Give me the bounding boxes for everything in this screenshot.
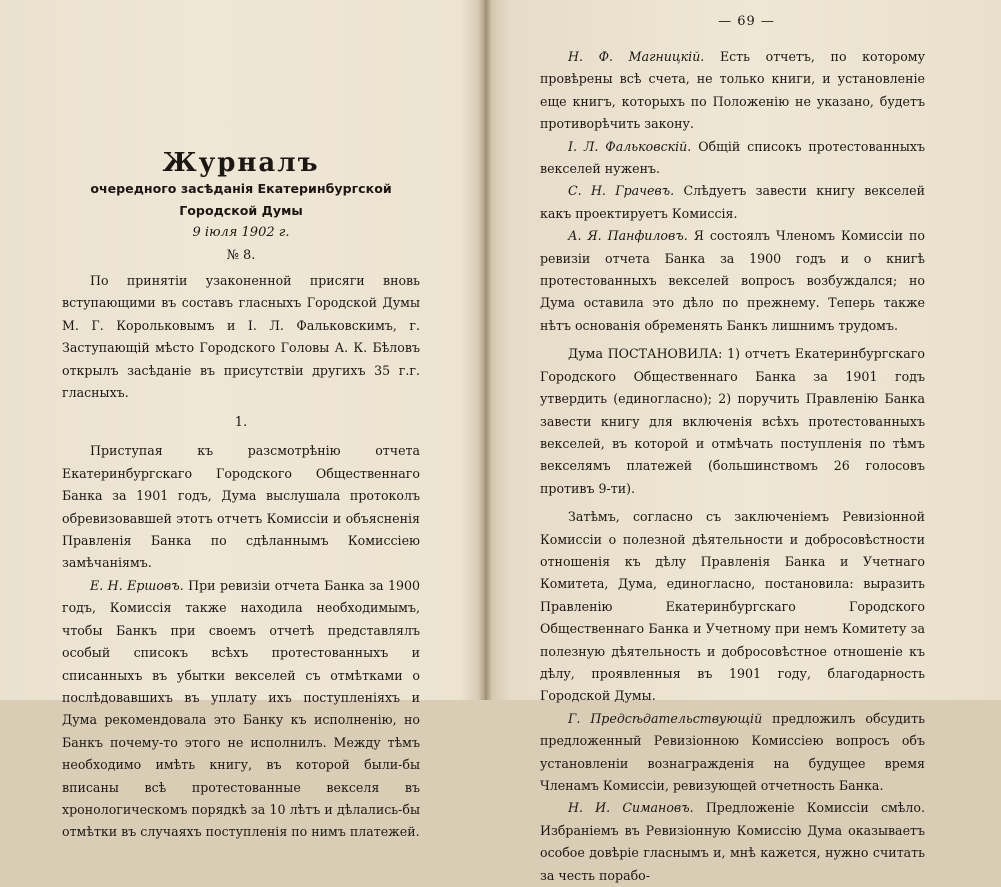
speech-text: предложилъ обсудить предложенный Ревизіонною Комиссіею вопросъ объ установленіи вознагражденія на будущее время Членамъ Комиссіи, ревизующей отчетность Банка. [540,710,925,793]
simanov-paragraph [540,797,925,887]
speech-text: Слѣдуетъ завести книгу векселей какъ проектируетъ Комиссія. [540,183,925,221]
speech-text: При ревизіи отчета Банка за 1900 годъ, Комиссія также находила необходимымъ, чтобы Банкъ при своемъ отчетѣ представлялъ особый списокъ всѣхъ протестованныхъ и списанныхъ въ убытки векселей съ отмѣтками о послѣдовавшихъ въ уплату ихъ поступленіяхъ и Дума рекомендовала это Банку къ исполненію, но Банкъ почему-то этого не исполнилъ. Между тѣмъ необходимо имѣть книгу, въ которой были-бы вписаны всѣ протестованные векселя въ хронологическомъ порядкѣ за 10 лѣтъ и дѣлались-бы отмѣтки въ случаяхъ поступленія по нимъ платежей. [62,577,420,840]
panfilov-paragraph [540,225,925,337]
ershov-paragraph [62,575,420,844]
chairman-paragraph [540,708,925,798]
speech-text: Я состоялъ Членомъ Комиссіи по ревизіи отчета Банка за 1900 годъ и о книгѣ протестованныхъ векселей вопросъ возбуждался; но Дума оставила это дѣло по прежнему. Теперь также нѣтъ основанія обременять Банкъ лишнимъ трудомъ. [540,228,925,333]
speaker-name: Н. Ф. Магницкій. [568,49,705,64]
gratitude-paragraph: Затѣмъ, согласно съ заключеніемъ Ревизіонной Комиссіи о полезной дѣятельности и добросовѣстности отношенія къ дѣлу Правленія Банка и Учетнаго Комитета, Дума, единогласно, постановила: выразить Правленію Екатеринбургскаго Городского Общественнаго Банка и Учетному при немъ Комитету за полезную дѣятельность и добросовѣстное отношеніе къ дѣлу, проявленныя въ 1901 году, благодарность Городской Думы. [540,509,925,704]
speaker-name: Е. Н. Ершовъ. [90,577,184,593]
right-page-text [540,46,925,887]
journal-title: Журналъ [162,148,320,178]
falkovsky-paragraph [540,136,925,181]
speaker-name: І. Л. Фальковскій. [568,138,692,154]
speech-text: Предложеніе Комиссіи смѣло. Избраніемъ въ Ревизіонную Комиссію Дума оказываетъ особое довѣріе гласнымъ и, мнѣ кажется, нужно считать за честь порабо- [540,800,925,883]
left-page-text [62,148,420,844]
report-paragraph: Приступая къ разсмотрѣнію отчета Екатеринбургскаго Городского Общественнаго Банка за 1901 годъ, Дума выслушала протоколъ обревизовавшей этотъ отчетъ Комиссіи и объясненія Правленія Банка по сдѣланнымъ Комиссіею замѣчаніямъ. [62,443,420,571]
magnitsky-paragraph [540,46,925,136]
book-fold [478,0,492,700]
section-number: 1. [234,415,248,431]
journal-number: № 8. [226,248,256,263]
speaker-name: С. Н. Грачевъ. [568,183,675,199]
speaker-name: Н. И. Симановъ. [568,800,694,816]
page-number: — 69 — [718,14,775,29]
speaker-name: А. Я. Панфиловъ. [568,228,688,244]
speech-text: Есть отчетъ, по которому провѣрены всѣ счета, не только книги, и установленіе еще книгъ, которыхъ по Положенію не указано, будетъ противорѣчить закону. [540,49,925,132]
speech-text: Общій списокъ протестованныхъ векселей нуженъ. [540,138,925,177]
journal-subtitle: очередного засѣданія Екатеринбургской Городской Думы [90,181,392,218]
resolution-paragraph: Дума ПОСТАНОВИЛА: 1) отчетъ Екатеринбургскаго Городского Общественнаго Банка за 1901 годъ утвердить (единогласно); 2) поручить Правленію Банка завести книгу для включенія всѣхъ протестованныхъ векселей, въ которой и отмѣчать поступленія по тѣмъ векселямъ платежей (большинствомъ 26 голосовъ противъ 9-ти). [540,346,925,496]
right-page [492,0,1001,883]
session-date: 9 іюля 1902 г. [192,225,290,240]
intro-paragraph: По принятіи узаконенной присяги вновь вступающими въ составъ гласныхъ Городской Думы М. Г. Корольковымъ и І. Л. Фальковскимъ, г. Заступающій мѣсто Городского Головы А. К. Бѣловъ открылъ засѣданіе въ присутствіи другихъ 35 г.г. гласныхъ. [62,273,420,401]
speaker-name: Г. Предсѣдательствующій [568,710,763,726]
grachev-paragraph [540,180,925,225]
left-page [0,0,478,840]
